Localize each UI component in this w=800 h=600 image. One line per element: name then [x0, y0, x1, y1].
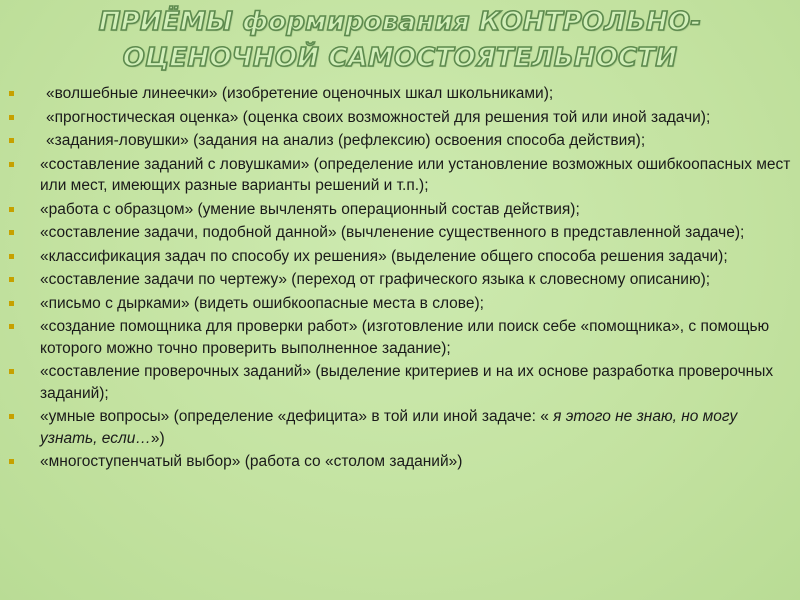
list-item-text: «многоступенчатый выбор» (работа со «столом заданий»): [40, 453, 463, 470]
list-item-text: «классификация задач по способу их решения» (выделение общего способа решения задачи);: [40, 247, 728, 265]
list-item-text: «письмо с дырками» (видеть ошибкоопасные места в слове);: [40, 294, 484, 312]
list-item-text: «составление задачи по чертежу» (переход от графического языка к словесному описанию);: [40, 271, 711, 288]
list-item: [8, 293, 793, 315]
list-item-text: «составление заданий с ловушками» (определение или установление возможных ошибкоопасных мест или мест, имеющих разные варианты решений и т.п.);: [40, 155, 791, 194]
square-bullet-icon: [9, 254, 14, 259]
list-item-text: «прогностическая оценка» (оценка своих возможностей для решения той или иной задачи);: [46, 108, 711, 126]
square-bullet-icon: [9, 324, 14, 329]
list-item: [8, 222, 793, 244]
list-item-text: «составление проверочных заданий» (выделение критериев и на их основе разработка проверочных заданий);: [40, 363, 774, 402]
list-item-text-end: »): [150, 429, 165, 447]
square-bullet-icon: [9, 138, 14, 143]
list-item: [8, 316, 793, 359]
square-bullet-icon: [9, 277, 14, 282]
list-item-text: «работа с образцом» (умение вычленять операционный состав действия);: [40, 200, 580, 218]
list-item: [8, 107, 793, 129]
list-item: [8, 199, 793, 221]
list-item: [8, 154, 793, 197]
slide-title: [0, 4, 800, 76]
list-item-text: «составление задачи, подобной данной» (вычленение существенного в представленной задаче);: [40, 224, 745, 241]
list-item-text-italic: я этого не знаю, но могу узнать, если…: [40, 408, 738, 447]
title-line-2: ОЦЕНОЧНОЙ САМОСТОЯТЕЛЬНОСТИ: [122, 43, 678, 73]
list-item: [8, 451, 793, 473]
list-item: [8, 406, 793, 449]
list-item: [8, 130, 793, 152]
list-item: [8, 269, 793, 291]
list-item: [8, 361, 793, 404]
square-bullet-icon: [9, 162, 14, 167]
square-bullet-icon: [9, 230, 14, 235]
list-item-text-start: «умные вопросы» (определение «дефицита» в той или иной задаче: «: [40, 408, 549, 425]
square-bullet-icon: [9, 207, 14, 212]
list-item: [8, 246, 793, 268]
square-bullet-icon: [9, 91, 14, 96]
square-bullet-icon: [9, 369, 14, 374]
list-item-text: [40, 408, 737, 447]
techniques-list: [8, 83, 793, 475]
list-item-text: «волшебные линеечки» (изобретение оценочных шкал школьниками);: [46, 85, 554, 102]
square-bullet-icon: [9, 459, 14, 464]
list-item-text: «создание помощника для проверки работ» (изготовление или поиск себе «помощника», с помощью которого можно точно проверить выполненное задание);: [40, 318, 770, 357]
list-item: [8, 83, 793, 105]
square-bullet-icon: [9, 414, 14, 419]
title-line-1: ПРИЁМЫ формирования КОНТРОЛЬНО-: [98, 7, 702, 37]
square-bullet-icon: [9, 115, 14, 120]
square-bullet-icon: [9, 301, 14, 306]
list-item-text: «задания-ловушки» (задания на анализ (рефлексию) освоения способа действия);: [46, 132, 646, 149]
